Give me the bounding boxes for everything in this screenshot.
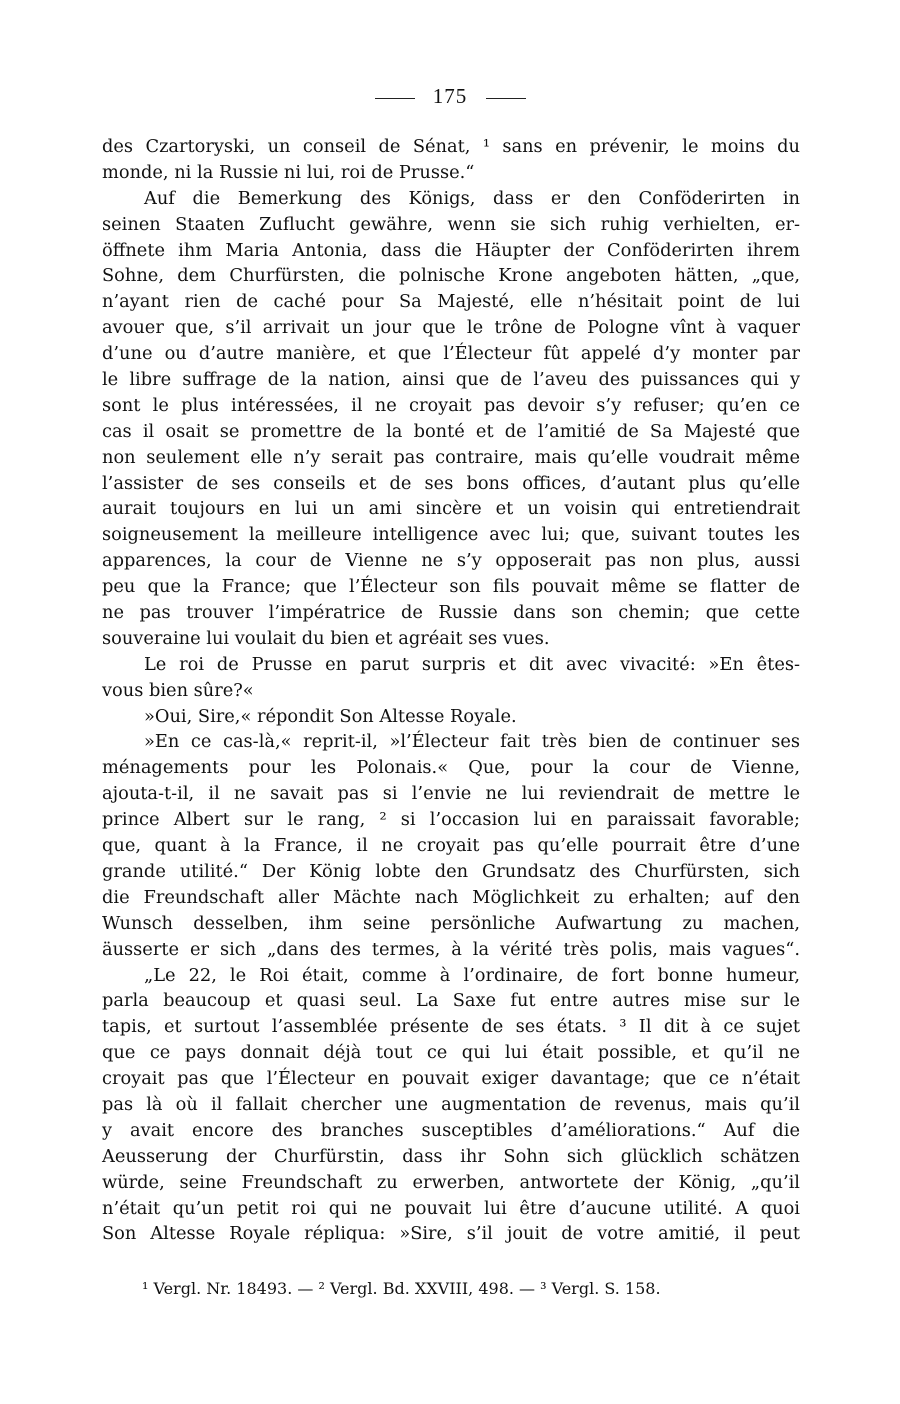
text-line: aurait toujours en lui un ami sincère et un voisin qui entretiendrait: [102, 498, 800, 520]
text-line: peu que la France; que l’Électeur son fils pouvait même se flatter de: [102, 576, 800, 598]
text-line: l’assister de ses conseils et de ses bons offices, d’autant plus qu’elle: [102, 472, 800, 494]
header-rule-left: [375, 98, 415, 99]
text-line: monde, ni la Russie ni lui, roi de Prusse.“: [102, 161, 475, 183]
text-line: apparences, la cour de Vienne ne s’y opposerait pas non plus, aussi: [102, 550, 800, 572]
text-line: äusserte er sich „dans des termes, à la vérité très polis, mais vagues“.: [102, 938, 800, 960]
text-line: »En ce cas-là,« reprit-il, »l’Électeur fait très bien de continuer ses: [144, 731, 800, 753]
text-line: Son Altesse Royale répliqua: »Sire, s’il jouit de votre amitié, il peut: [102, 1223, 800, 1245]
text-line: die Freundschaft aller Mächte nach Möglichkeit zu erhalten; auf den: [102, 886, 800, 908]
text-line: n’ayant rien de caché pour Sa Majesté, elle n’hésitait point de lui: [102, 291, 800, 313]
header-rule-right: [486, 98, 526, 99]
footnotes: [142, 1279, 782, 1298]
text-line: prince Albert sur le rang, ² si l’occasion lui en paraissait favorable;: [102, 809, 800, 831]
text-line: Auf die Bemerkung des Königs, dass er den Conföderirten in: [144, 187, 800, 209]
text-line: würde, seine Freundschaft zu erwerben, antwortete der König, „qu’il: [102, 1171, 800, 1193]
text-line: le libre suffrage de la nation, ainsi que de l’aveu des puissances qui y: [102, 369, 800, 391]
text-line: seinen Staaten Zuflucht gewähre, wenn sie sich ruhig verhielten, er-: [102, 213, 800, 235]
text-line: Le roi de Prusse en parut surpris et dit avec vivacité: »En êtes-: [144, 653, 800, 675]
text-line: „Le 22, le Roi était, comme à l’ordinaire, de fort bonne humeur,: [144, 964, 800, 986]
text-line: que, quant à la France, il ne croyait pas qu’elle pourrait être d’une: [102, 835, 800, 857]
text-line: »Oui, Sire,« répondit Son Altesse Royale.: [144, 705, 517, 727]
text-line: Wunsch desselben, ihm seine persönliche Aufwartung zu machen,: [102, 912, 800, 934]
text-line: Aeusserung der Churfürstin, dass ihr Sohn sich glücklich schätzen: [102, 1145, 800, 1167]
footnote-text: ¹ Vergl. Nr. 18493. — ² Vergl. Bd. XXVIII, 498. — ³ Vergl. S. 158.: [142, 1279, 661, 1298]
text-line: tapis, et surtout l’assemblée présente de ses états. ³ Il dit à ce sujet: [102, 1016, 800, 1038]
text-line: soigneusement la meilleure intelligence avec lui; que, suivant toutes les: [102, 524, 800, 546]
text-line: Sohne, dem Churfürsten, die polnische Krone angeboten hätten, „que,: [102, 265, 800, 287]
body-text: [102, 134, 800, 1247]
text-line: avouer que, s’il arrivait un jour que le trône de Pologne vînt à vaquer: [102, 317, 800, 339]
text-line: parla beaucoup et quasi seul. La Saxe fut entre autres mise sur le: [102, 990, 800, 1012]
text-line: cas il osait se promettre de la bonté et de l’amitié de Sa Majesté que: [102, 420, 800, 442]
text-line: ajouta-t-il, il ne savait pas si l’envie ne lui reviendrait de mettre le: [102, 783, 800, 805]
text-line: ne pas trouver l’impératrice de Russie dans son chemin; que cette: [102, 602, 800, 624]
text-line: que ce pays donnait déjà tout ce qui lui était possible, et qu’il ne: [102, 1042, 800, 1064]
page-header: [0, 84, 900, 109]
text-line: pas là où il fallait chercher une augmentation de revenus, mais qu’il: [102, 1093, 800, 1115]
text-line: ménagements pour les Polonais.« Que, pour la cour de Vienne,: [102, 757, 800, 779]
text-line: d’une ou d’autre manière, et que l’Électeur fût appelé d’y monter par: [102, 343, 800, 365]
text-line: croyait pas que l’Électeur en pouvait exiger davantage; que ce n’était: [102, 1068, 800, 1090]
page-number: 175: [432, 84, 468, 108]
text-line: öffnete ihm Maria Antonia, dass die Häupter der Conföderirten ihrem: [102, 239, 800, 261]
text-line: vous bien sûre?«: [102, 679, 254, 701]
text-line: des Czartoryski, un conseil de Sénat, ¹ sans en prévenir, le moins du: [102, 136, 800, 157]
text-line: souveraine lui voulait du bien et agréait ses vues.: [102, 627, 550, 649]
text-line: grande utilité.“ Der König lobte den Grundsatz des Churfürsten, sich: [102, 860, 800, 882]
text-line: non seulement elle n’y serait pas contraire, mais qu’elle voudrait même: [102, 446, 800, 468]
text-line: n’était qu’un petit roi qui ne pouvait lui être d’aucune utilité. A quoi: [102, 1197, 800, 1219]
text-line: sont le plus intéressées, il ne croyait pas devoir s’y refuser; qu’en ce: [102, 394, 800, 416]
text-line: y avait encore des branches susceptibles d’améliorations.“ Auf die: [102, 1119, 800, 1141]
